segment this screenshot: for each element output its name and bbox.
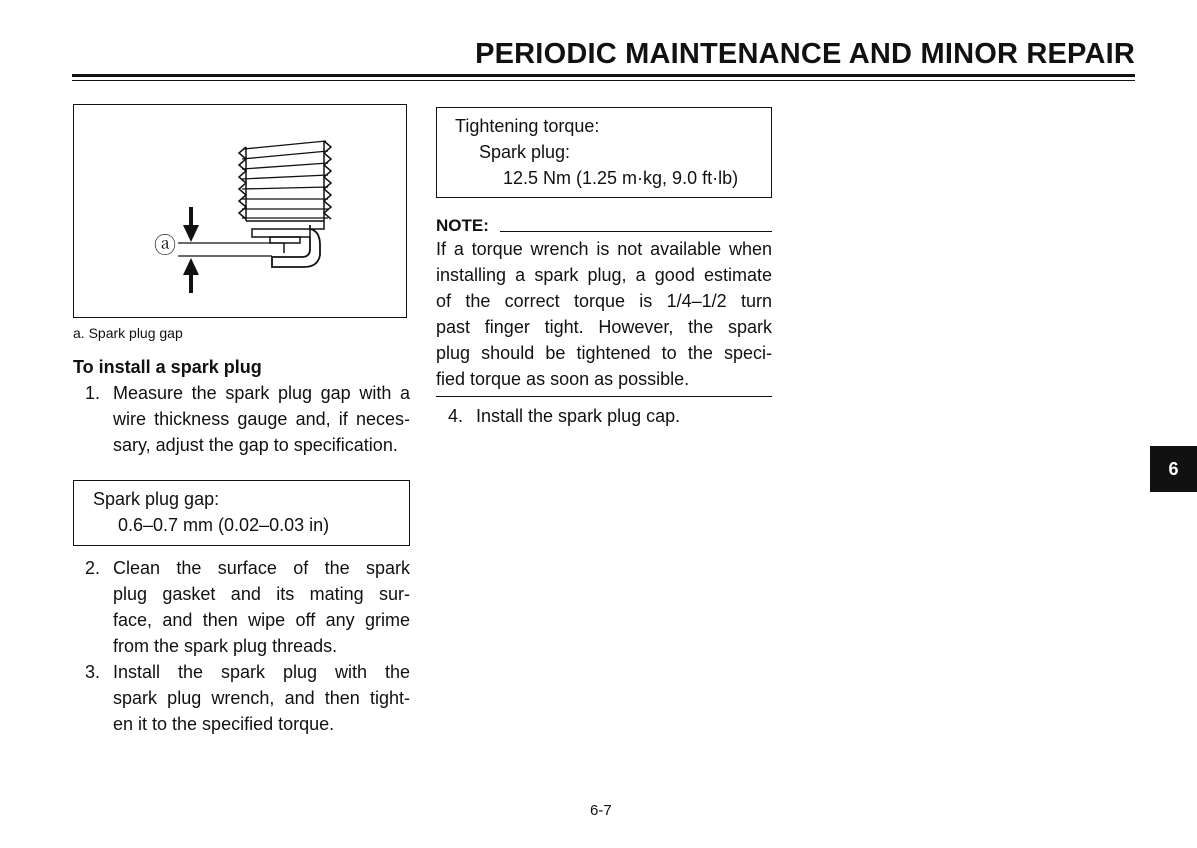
note-line: past finger tight. However, the spark: [436, 317, 772, 337]
tightening-torque-spec-box: [436, 107, 772, 198]
page-header-title: PERIODIC MAINTENANCE AND MINOR REPAIR: [475, 38, 1135, 70]
chapter-tab: 6: [1150, 446, 1197, 492]
header-rule-thin: [72, 80, 1135, 81]
note-body: [436, 236, 772, 392]
step-number: 1.: [85, 383, 101, 403]
spec-label: Tightening torque:: [455, 116, 600, 136]
note-line: installing a spark plug, a good estimate: [436, 265, 772, 285]
step-text: [476, 403, 776, 429]
note-line: fied torque as soon as possible.: [436, 369, 690, 389]
header-rule-thick: [72, 74, 1135, 77]
step-line: Measure the spark plug gap with a: [113, 383, 410, 403]
step-line: Install the spark plug cap.: [476, 406, 681, 426]
step-line: wire thickness gauge and, if neces-: [113, 409, 410, 429]
spark-plug-illustration: [74, 105, 408, 319]
spec-label: Spark plug gap:: [93, 489, 220, 509]
figure-callout-label: ⓐ: [154, 233, 177, 258]
step-number: 2.: [85, 558, 101, 578]
step-text: [113, 659, 410, 737]
step-line: from the spark plug threads.: [113, 636, 338, 656]
step-text: [113, 380, 410, 458]
note-rule: [500, 231, 772, 232]
step-number: 4.: [448, 406, 464, 426]
spec-value: 12.5 Nm (1.25 m·kg, 9.0 ft·lb): [503, 168, 739, 188]
figure-caption: a. Spark plug gap: [73, 325, 183, 341]
spark-plug-gap-spec-box: [73, 480, 410, 546]
step-line: Clean the surface of the spark: [113, 558, 410, 578]
page-number: 6-7: [590, 802, 612, 819]
spec-item: Spark plug:: [479, 142, 571, 162]
note-label: NOTE:: [436, 216, 489, 235]
note-line: If a torque wrench is not available when: [436, 239, 772, 259]
note-line: plug should be tightened to the speci-: [436, 343, 772, 363]
step-line: en it to the specified torque.: [113, 714, 335, 734]
step-line: sary, adjust the gap to specification.: [113, 435, 398, 455]
step-line: face, and then wipe off any grime: [113, 610, 410, 630]
step-line: spark plug wrench, and then tight-: [113, 688, 410, 708]
spark-plug-figure: [73, 104, 407, 318]
note-line: of the correct torque is 1/4–1/2 turn: [436, 291, 772, 311]
step-text: [113, 555, 410, 659]
section-heading: To install a spark plug: [73, 357, 262, 377]
note-end-rule: [436, 396, 772, 397]
step-number: 3.: [85, 662, 101, 682]
step-line: Install the spark plug with the: [113, 662, 410, 682]
step-line: plug gasket and its mating sur-: [113, 584, 410, 604]
spec-value: 0.6–0.7 mm (0.02–0.03 in): [118, 515, 330, 535]
